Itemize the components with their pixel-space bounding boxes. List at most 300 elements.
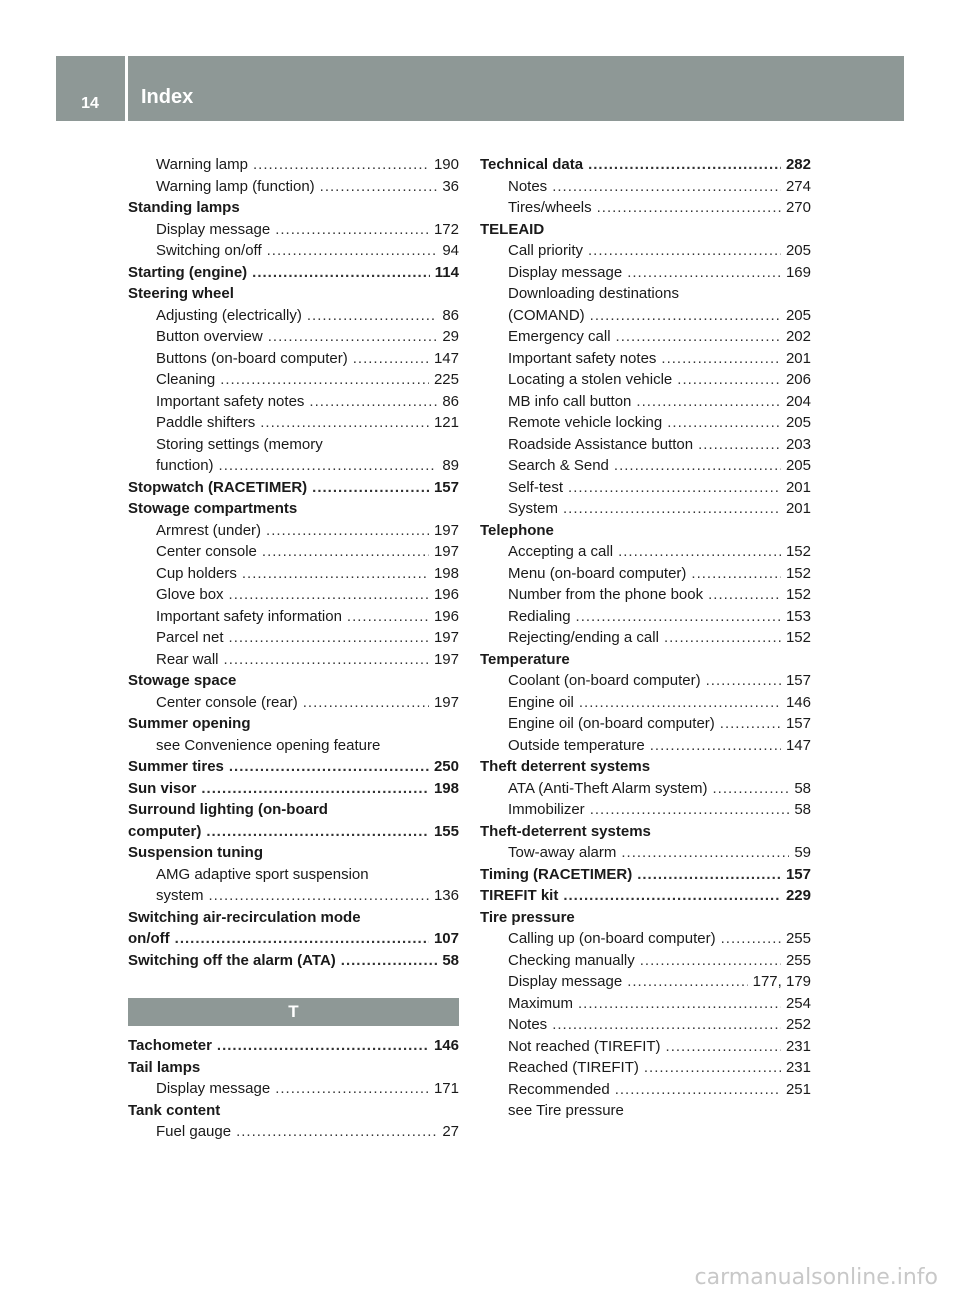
dot-leader xyxy=(615,1079,781,1101)
entry-label: Calling up (on-board computer) xyxy=(508,930,716,947)
entry-label: Rejecting/ending a call xyxy=(508,629,659,646)
index-subentry xyxy=(480,262,811,284)
entry-label: Warning lamp (function) xyxy=(156,177,315,195)
dot-leader xyxy=(268,326,438,348)
entry-label: Recommended xyxy=(508,1080,610,1098)
index-subentry xyxy=(480,455,811,477)
index-heading-entry xyxy=(480,520,811,542)
index-subentry xyxy=(128,885,459,907)
entry-label: Remote vehicle locking xyxy=(508,414,663,431)
dot-leader xyxy=(616,326,781,348)
entry-label: system xyxy=(156,887,204,904)
entry-page-number: 58 xyxy=(794,779,811,797)
entry-label: Temperature xyxy=(480,650,570,668)
entry-page-number: 89 xyxy=(442,457,459,474)
index-subentry xyxy=(480,1014,811,1036)
entry-page-number: 146 xyxy=(785,693,811,711)
index-subentry xyxy=(128,391,459,413)
index-subentry xyxy=(480,283,811,305)
entry-label: Center console xyxy=(156,543,257,560)
index-heading-entry xyxy=(128,283,459,305)
entry-page-number: 27 xyxy=(442,1123,459,1140)
index-subentry xyxy=(480,799,811,821)
index-heading-entry xyxy=(128,1035,459,1057)
entry-label: Rear wall xyxy=(156,650,219,668)
entry-label: Button overview xyxy=(156,328,263,345)
entry-label: Important safety notes xyxy=(156,392,305,410)
entry-page-number: 36 xyxy=(442,177,459,195)
dot-leader xyxy=(347,606,429,628)
entry-label: Paddle shifters xyxy=(156,414,256,431)
entry-page-number: 270 xyxy=(785,199,811,216)
index-heading-entry xyxy=(480,756,811,778)
entry-label: Tire pressure xyxy=(480,908,575,926)
index-heading-entry xyxy=(480,154,811,176)
entry-page-number: 58 xyxy=(794,801,811,818)
entry-page-number: 255 xyxy=(785,930,811,947)
dot-leader xyxy=(260,412,429,434)
dot-leader xyxy=(320,176,438,198)
dot-leader xyxy=(667,412,781,434)
entry-page-number: 202 xyxy=(785,328,811,345)
entry-label: Summer tires xyxy=(128,758,224,775)
index-subentry xyxy=(128,1078,459,1100)
entry-label: AMG adaptive sport suspension xyxy=(156,865,369,883)
index-subentry xyxy=(128,455,459,477)
entry-label: Redialing xyxy=(508,607,571,625)
entry-page-number: 197 xyxy=(433,521,459,539)
index-heading-entry xyxy=(128,756,459,778)
entry-label: (COMAND) xyxy=(508,306,585,324)
entry-page-number: 171 xyxy=(433,1080,459,1097)
entry-label: Stowage compartments xyxy=(128,500,298,517)
entry-page-number: 153 xyxy=(785,607,811,625)
entry-label: Emergency call xyxy=(508,328,611,345)
index-subentry xyxy=(128,627,459,649)
index-heading-entry xyxy=(128,842,459,864)
index-column-right xyxy=(480,154,811,1122)
dot-leader xyxy=(720,713,781,735)
index-subentry xyxy=(128,520,459,542)
entry-label: function) xyxy=(156,457,214,474)
entry-label: Important safety notes xyxy=(508,349,657,367)
entry-page-number: 86 xyxy=(442,306,459,324)
index-subentry xyxy=(480,348,811,370)
dot-leader xyxy=(217,1035,429,1057)
dot-leader xyxy=(229,584,429,606)
entry-label: Surround lighting (on-board xyxy=(128,801,328,818)
dot-leader xyxy=(590,305,781,327)
entry-page-number: 146 xyxy=(433,1037,459,1054)
dot-leader xyxy=(588,154,781,176)
index-subentry xyxy=(480,692,811,714)
entry-label: Fuel gauge xyxy=(156,1123,232,1140)
dot-leader xyxy=(636,391,781,413)
entry-label: Switching on/off xyxy=(156,242,262,259)
entry-page-number: 250 xyxy=(433,758,459,775)
index-heading-entry xyxy=(128,670,459,692)
dot-leader xyxy=(275,1078,429,1100)
dot-leader xyxy=(266,520,429,542)
entry-label: Maximum xyxy=(508,994,574,1012)
entry-label: MB info call button xyxy=(508,392,632,410)
dot-leader xyxy=(309,391,437,413)
entry-page-number: 205 xyxy=(785,414,811,431)
index-subentry xyxy=(480,176,811,198)
dot-leader xyxy=(664,627,781,649)
entry-page-number: 201 xyxy=(785,500,811,517)
dot-leader xyxy=(209,885,429,907)
index-subentry xyxy=(480,240,811,262)
entry-label: Switching off the alarm (ATA) xyxy=(128,951,336,969)
dot-leader xyxy=(307,305,437,327)
entry-label: Engine oil (on-board computer) xyxy=(508,715,715,732)
entry-page-number: 204 xyxy=(785,392,811,410)
entry-label: Self-test xyxy=(508,478,564,496)
index-subentry xyxy=(480,928,811,950)
dot-leader xyxy=(644,1057,781,1079)
index-subentry xyxy=(480,670,811,692)
dot-leader xyxy=(691,563,781,585)
entry-label: Glove box xyxy=(156,586,224,603)
dot-leader xyxy=(666,1036,781,1058)
entry-label: TIREFIT kit xyxy=(480,887,559,904)
entry-label: Parcel net xyxy=(156,629,224,646)
entry-label: Display message xyxy=(156,220,271,238)
dot-leader xyxy=(627,262,781,284)
entry-page-number: 147 xyxy=(785,736,811,754)
entry-label: Warning lamp xyxy=(156,156,248,173)
entry-page-number: 254 xyxy=(785,994,811,1012)
index-subentry xyxy=(128,219,459,241)
index-heading-entry xyxy=(128,262,459,284)
entry-page-number: 229 xyxy=(785,887,811,904)
entry-label: Notes xyxy=(508,177,548,195)
dot-leader xyxy=(341,950,438,972)
entry-label: Reached (TIREFIT) xyxy=(508,1059,639,1076)
entry-label: Notes xyxy=(508,1016,548,1033)
entry-page-number: 196 xyxy=(433,586,459,603)
entry-page-number: 107 xyxy=(433,930,459,947)
dot-leader xyxy=(201,778,429,800)
index-subentry xyxy=(480,950,811,972)
entry-label: Display message xyxy=(156,1080,271,1097)
dot-leader xyxy=(640,950,781,972)
entry-page-number: 197 xyxy=(433,543,459,560)
entry-page-number: 152 xyxy=(785,629,811,646)
entry-page-number: 86 xyxy=(442,392,459,410)
entry-label: Checking manually xyxy=(508,951,635,969)
index-heading-entry xyxy=(480,649,811,671)
entry-label: Engine oil xyxy=(508,693,574,711)
entry-page-number: 231 xyxy=(785,1059,811,1076)
index-heading-entry xyxy=(128,799,459,821)
entry-page-number: 205 xyxy=(785,457,811,474)
index-subentry xyxy=(128,326,459,348)
index-subentry xyxy=(128,606,459,628)
index-subentry xyxy=(480,391,811,413)
index-subentry xyxy=(480,563,811,585)
dot-leader xyxy=(353,348,429,370)
entry-page-number: 155 xyxy=(433,822,459,840)
entry-label: Call priority xyxy=(508,242,584,259)
index-subentry xyxy=(480,584,811,606)
entry-label: Not reached (TIREFIT) xyxy=(508,1037,661,1055)
index-subentry xyxy=(128,240,459,262)
section-spacer xyxy=(128,971,459,998)
entry-label: Roadside Assistance button xyxy=(508,435,694,453)
index-subentry xyxy=(128,584,459,606)
entry-page-number: 203 xyxy=(785,435,811,453)
entry-label: Locating a stolen vehicle xyxy=(508,371,673,388)
dot-leader xyxy=(590,799,790,821)
entry-page-number: 231 xyxy=(785,1037,811,1055)
entry-label: Accepting a call xyxy=(508,543,614,560)
entry-page-number: 152 xyxy=(785,586,811,603)
index-subentry xyxy=(128,1121,459,1143)
entry-page-number: 157 xyxy=(785,715,811,732)
entry-page-number: 59 xyxy=(794,844,811,861)
index-heading-entry xyxy=(480,821,811,843)
index-subentry xyxy=(128,176,459,198)
page-header xyxy=(56,56,904,121)
entry-page-number: 201 xyxy=(785,349,811,367)
entry-page-number: 197 xyxy=(433,629,459,646)
index-heading-entry xyxy=(128,950,459,972)
entry-label: Tow-away alarm xyxy=(508,844,617,861)
entry-label: see Tire pressure xyxy=(508,1102,624,1119)
dot-leader xyxy=(706,670,781,692)
entry-label: Display message xyxy=(508,263,623,281)
index-heading-entry xyxy=(128,821,459,843)
entry-label: Tires/wheels xyxy=(508,199,592,216)
dot-leader xyxy=(552,1014,781,1036)
dot-leader xyxy=(267,240,438,262)
entry-label: Steering wheel xyxy=(128,285,234,302)
entry-label: Important safety information xyxy=(156,607,342,625)
entry-label: Stopwatch (RACETIMER) xyxy=(128,478,308,496)
dot-leader xyxy=(579,692,781,714)
entry-label: Standing lamps xyxy=(128,199,240,216)
index-heading-entry xyxy=(128,907,459,929)
index-heading-entry xyxy=(480,907,811,929)
index-subentry xyxy=(480,735,811,757)
index-subentry xyxy=(480,778,811,800)
index-subentry xyxy=(480,197,811,219)
entry-label: Timing (RACETIMER) xyxy=(480,865,633,883)
index-subentry xyxy=(480,477,811,499)
dot-leader xyxy=(224,649,429,671)
dot-leader xyxy=(229,756,429,778)
entry-page-number: 114 xyxy=(434,263,459,281)
index-heading-entry xyxy=(128,197,459,219)
entry-page-number: 177, 179 xyxy=(752,973,811,990)
index-heading-entry xyxy=(128,498,459,520)
dot-leader xyxy=(563,498,781,520)
dot-leader xyxy=(576,606,781,628)
index-subentry xyxy=(480,971,811,993)
entry-label: Coolant (on-board computer) xyxy=(508,672,701,689)
index-subentry xyxy=(480,1036,811,1058)
entry-label: Display message xyxy=(508,973,623,990)
entry-page-number: 251 xyxy=(785,1080,811,1098)
section-letter-heading: T xyxy=(128,998,459,1026)
index-subentry xyxy=(480,1100,811,1122)
header-divider xyxy=(125,56,128,121)
dot-leader xyxy=(563,885,781,907)
entry-page-number: 157 xyxy=(433,478,459,496)
entry-page-number: 136 xyxy=(433,887,459,904)
index-subentry xyxy=(480,541,811,563)
dot-leader xyxy=(637,864,781,886)
index-subentry xyxy=(128,369,459,391)
entry-page-number: 29 xyxy=(442,328,459,345)
index-subentry xyxy=(128,864,459,886)
index-subentry xyxy=(128,412,459,434)
index-subentry xyxy=(128,735,459,757)
entry-page-number: 225 xyxy=(433,371,459,388)
index-subentry xyxy=(480,498,811,520)
entry-page-number: 198 xyxy=(433,564,459,582)
entry-label: ATA (Anti-Theft Alarm system) xyxy=(508,779,708,797)
index-subentry xyxy=(480,1057,811,1079)
dot-leader xyxy=(252,262,430,284)
dot-leader xyxy=(721,928,781,950)
entry-label: Starting (engine) xyxy=(128,263,248,281)
dot-leader xyxy=(568,477,781,499)
entry-label: Theft-deterrent systems xyxy=(480,822,651,840)
entry-page-number: 205 xyxy=(785,242,811,259)
entry-label: Theft deterrent systems xyxy=(480,758,651,775)
index-heading-entry xyxy=(128,928,459,950)
entry-page-number: 94 xyxy=(442,242,459,259)
entry-label: Switching air-recirculation mode xyxy=(128,908,361,926)
entry-page-number: 152 xyxy=(785,543,811,560)
entry-page-number: 252 xyxy=(785,1016,811,1033)
dot-leader xyxy=(618,541,781,563)
entry-page-number: 197 xyxy=(433,693,459,711)
dot-leader xyxy=(242,563,429,585)
entry-page-number: 282 xyxy=(785,156,811,173)
index-subentry xyxy=(480,627,811,649)
dot-leader xyxy=(614,455,781,477)
entry-label: TELEAID xyxy=(480,220,545,238)
index-subentry xyxy=(128,692,459,714)
entry-label: Number from the phone book xyxy=(508,586,704,603)
dot-leader xyxy=(627,971,747,993)
index-subentry xyxy=(480,993,811,1015)
entry-label: Search & Send xyxy=(508,457,609,474)
entry-page-number: 197 xyxy=(433,650,459,668)
entry-page-number: 58 xyxy=(442,951,459,969)
entry-page-number: 205 xyxy=(785,306,811,324)
entry-page-number: 196 xyxy=(433,607,459,625)
entry-label: System xyxy=(508,500,559,517)
index-column-left xyxy=(128,154,459,1143)
index-subentry xyxy=(480,842,811,864)
index-heading-entry xyxy=(128,778,459,800)
dot-leader xyxy=(677,369,781,391)
entry-label: Adjusting (electrically) xyxy=(156,306,302,324)
index-subentry xyxy=(128,305,459,327)
entry-page-number: 172 xyxy=(433,220,459,238)
entry-page-number: 206 xyxy=(785,371,811,388)
index-subentry xyxy=(480,434,811,456)
index-heading-entry xyxy=(480,219,811,241)
index-heading-entry xyxy=(480,885,811,907)
dot-leader xyxy=(578,993,781,1015)
index-heading-entry xyxy=(128,477,459,499)
dot-leader xyxy=(262,541,429,563)
entry-label: Downloading destinations xyxy=(508,285,679,302)
dot-leader xyxy=(253,154,429,176)
dot-leader xyxy=(698,434,781,456)
entry-label: on/off xyxy=(128,930,170,947)
dot-leader xyxy=(621,842,789,864)
index-subentry xyxy=(480,713,811,735)
entry-label: Tachometer xyxy=(128,1037,212,1054)
dot-leader xyxy=(312,477,429,499)
entry-label: Summer opening xyxy=(128,715,251,732)
index-subentry xyxy=(128,434,459,456)
index-subentry xyxy=(480,305,811,327)
entry-label: see Convenience opening feature xyxy=(156,736,381,754)
entry-label: Immobilizer xyxy=(508,801,585,818)
entry-page-number: 190 xyxy=(433,156,459,173)
index-subentry xyxy=(480,369,811,391)
entry-page-number: 201 xyxy=(785,478,811,496)
entry-page-number: 198 xyxy=(433,779,459,797)
entry-label: Outside temperature xyxy=(508,736,645,754)
dot-leader xyxy=(303,692,429,714)
dot-leader xyxy=(597,197,781,219)
dot-leader xyxy=(206,821,429,843)
dot-leader xyxy=(220,369,429,391)
entry-label: Center console (rear) xyxy=(156,693,298,711)
dot-leader xyxy=(275,219,429,241)
entry-page-number: 121 xyxy=(433,414,459,431)
dot-leader xyxy=(219,455,438,477)
entry-label: computer) xyxy=(128,822,202,840)
dot-leader xyxy=(650,735,781,757)
entry-page-number: 157 xyxy=(785,672,811,689)
entry-label: Storing settings (memory xyxy=(156,435,323,453)
entry-label: Sun visor xyxy=(128,779,197,797)
dot-leader xyxy=(661,348,781,370)
index-subentry xyxy=(480,412,811,434)
entry-label: Buttons (on-board computer) xyxy=(156,349,348,367)
dot-leader xyxy=(552,176,781,198)
index-heading-entry xyxy=(480,864,811,886)
index-heading-entry xyxy=(128,1057,459,1079)
entry-label: Suspension tuning xyxy=(128,844,263,861)
entry-page-number: 255 xyxy=(785,951,811,969)
entry-page-number: 169 xyxy=(785,263,811,281)
entry-page-number: 157 xyxy=(785,865,811,883)
index-subentry xyxy=(128,154,459,176)
index-subentry xyxy=(128,649,459,671)
index-subentry xyxy=(128,563,459,585)
index-subentry xyxy=(480,326,811,348)
dot-leader xyxy=(712,778,789,800)
watermark: carmanualsonline.info xyxy=(694,1265,938,1290)
entry-label: Telephone xyxy=(480,521,554,539)
entry-label: Cleaning xyxy=(156,371,216,388)
page-number: 14 xyxy=(81,95,99,112)
dot-leader xyxy=(236,1121,437,1143)
entry-page-number: 274 xyxy=(785,177,811,195)
entry-label: Tail lamps xyxy=(128,1058,201,1076)
